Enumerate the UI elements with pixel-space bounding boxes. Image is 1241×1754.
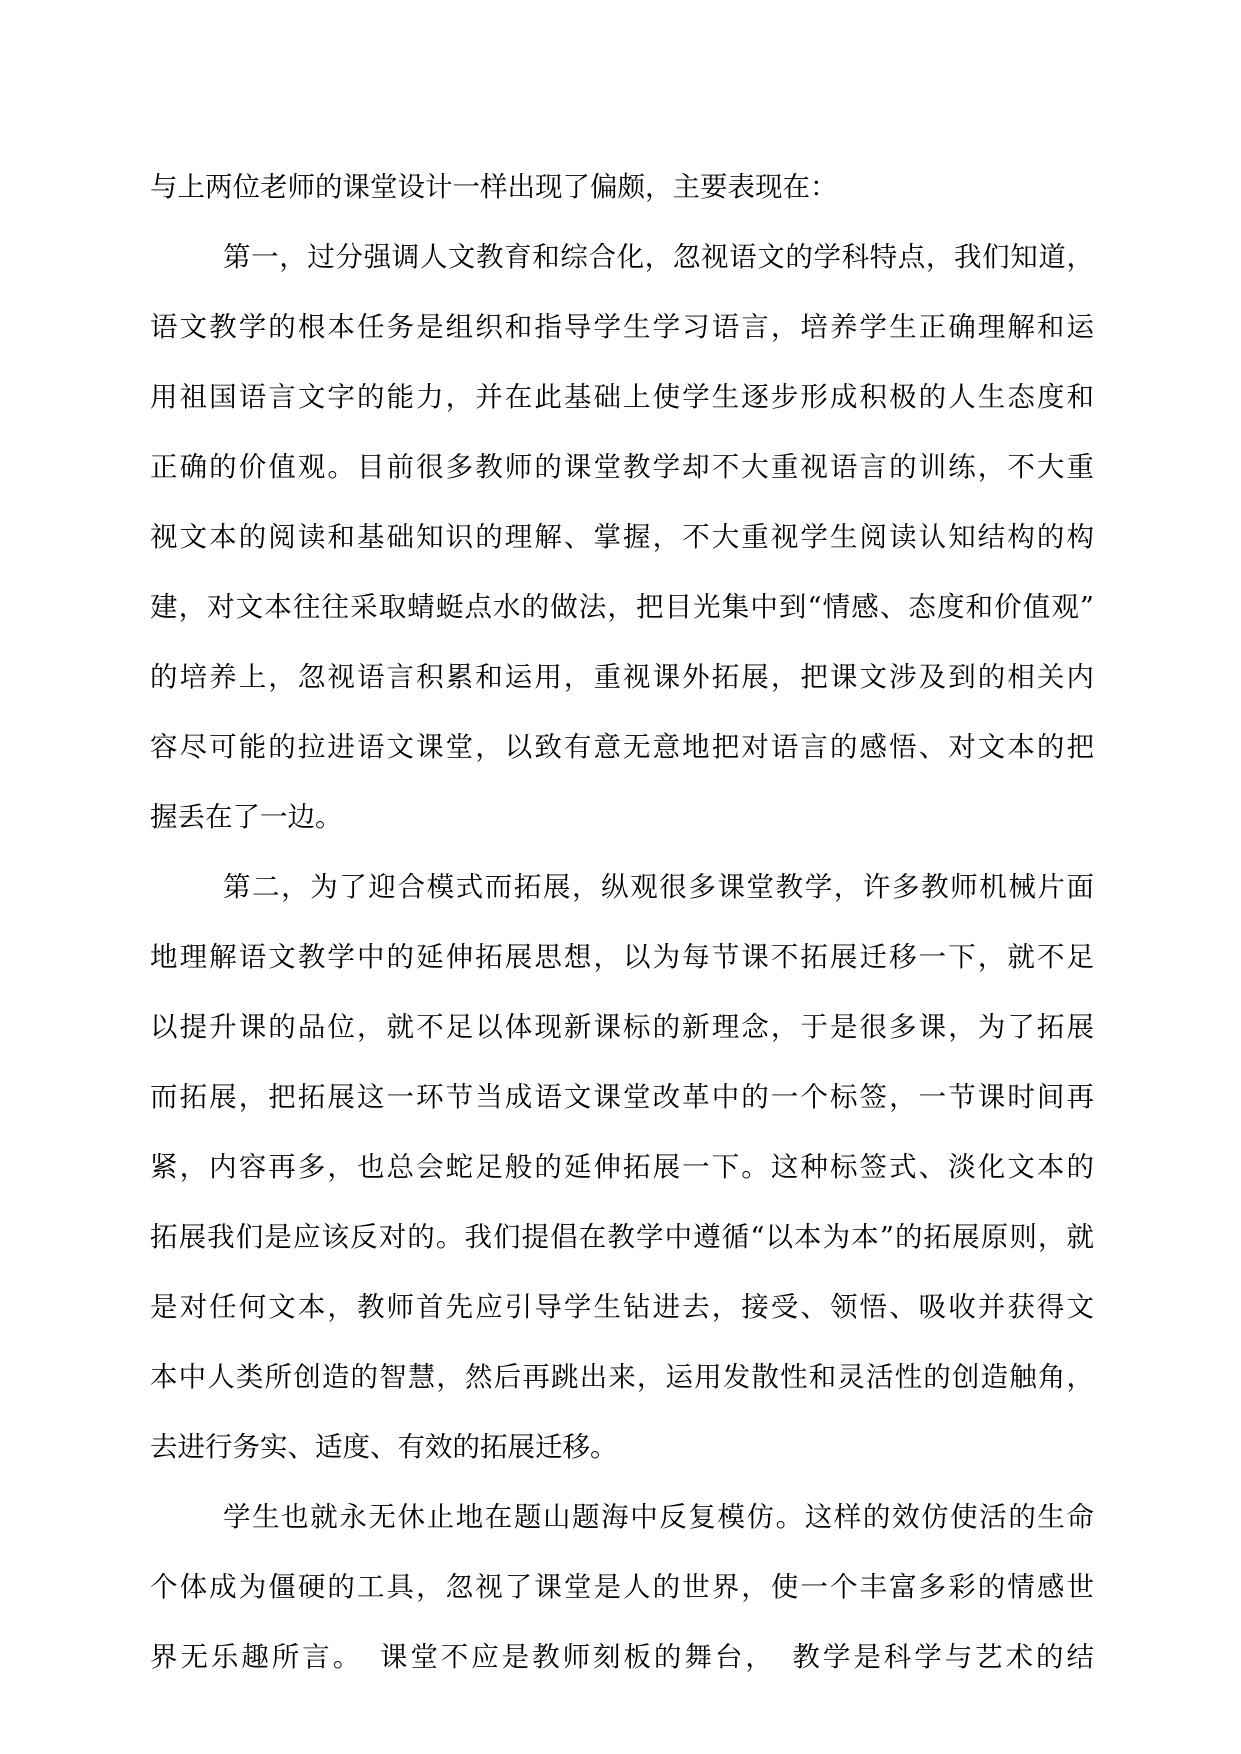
text-line: 是对任何文本，教师首先应引导学生钻进去，接受、领悟、吸收并获得文 bbox=[150, 1291, 1094, 1323]
text-line: 拓展我们是应该反对的。我们提倡在教学中遵循“以本为本”的拓展原则，就 bbox=[150, 1221, 1094, 1253]
text-line: 去进行务实、适度、有效的拓展迁移。 bbox=[150, 1431, 618, 1463]
text-line: 本中人类所创造的智慧，然后再跳出来，运用发散性和灵活性的创造触角， bbox=[150, 1361, 1094, 1393]
text-line: 语文教学的根本任务是组织和指导学生学习语言，培养学生正确理解和运 bbox=[150, 311, 1094, 343]
text-line: 视文本的阅读和基础知识的理解、掌握，不大重视学生阅读认知结构的构 bbox=[150, 521, 1094, 553]
text-line: 建，对文本往往采取蜻蜓点水的做法，把目光集中到“情感、态度和价值观” bbox=[150, 591, 1094, 623]
text-line: 个体成为僵硬的工具，忽视了课堂是人的世界，使一个丰富多彩的情感世 bbox=[150, 1571, 1094, 1603]
text-line: 用祖国语言文字的能力，并在此基础上使学生逐步形成积极的人生态度和 bbox=[150, 381, 1094, 413]
paragraph-first-line: 学生也就永无休止地在题山题海中反复模仿。这样的效仿使活的生命 bbox=[223, 1501, 1094, 1533]
text-line: 容尽可能的拉进语文课堂，以致有意无意地把对语言的感悟、对文本的把 bbox=[150, 731, 1094, 763]
text-line: 正确的价值观。目前很多教师的课堂教学却不大重视语言的训练，不大重 bbox=[150, 451, 1094, 483]
text-line: 的培养上，忽视语言积累和运用，重视课外拓展，把课文涉及到的相关内 bbox=[150, 661, 1094, 693]
text-line: 地理解语文教学中的延伸拓展思想，以为每节课不拓展迁移一下，就不足 bbox=[150, 941, 1094, 973]
text-line: 握丢在了一边。 bbox=[150, 801, 343, 833]
text-line: 与上两位老师的课堂设计一样出现了偏颇，主要表现在： bbox=[150, 171, 838, 203]
paragraph-first-line: 第二，为了迎合模式而拓展，纵观很多课堂教学，许多教师机械片面 bbox=[223, 871, 1094, 903]
text-line: 紧，内容再多，也总会蛇足般的延伸拓展一下。这种标签式、淡化文本的 bbox=[150, 1151, 1094, 1183]
text-line: 界无乐趣所言。 课堂不应是教师刻板的舞台， 教学是科学与艺术的结 bbox=[150, 1641, 1094, 1673]
text-line: 以提升课的品位，就不足以体现新课标的新理念，于是很多课，为了拓展 bbox=[150, 1011, 1094, 1043]
text-line: 而拓展，把拓展这一环节当成语文课堂改革中的一个标签，一节课时间再 bbox=[150, 1081, 1094, 1113]
paragraph-first-line: 第一，过分强调人文教育和综合化，忽视语文的学科特点，我们知道， bbox=[223, 241, 1094, 273]
